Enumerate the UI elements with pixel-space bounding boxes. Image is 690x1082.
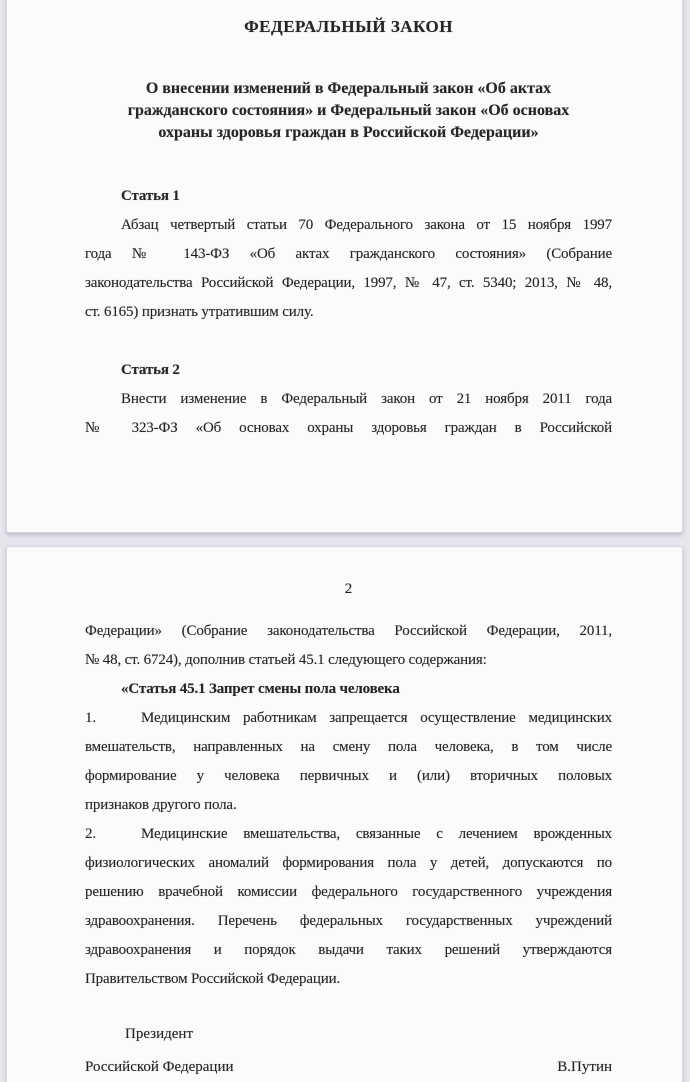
signature-row xyxy=(85,1053,612,1082)
text-line: ст. 6165) признать утратившим силу. xyxy=(85,304,314,320)
page-2 xyxy=(6,546,683,1082)
law-subtitle xyxy=(85,78,612,144)
signature-block xyxy=(85,1020,612,1082)
text-line: признаков другого пола. xyxy=(85,797,237,813)
page-1-content xyxy=(7,16,682,443)
text-line: законодательства Российской Федерации, 1997, № 47, ст. 5340; 2013, № 48, xyxy=(85,275,612,291)
text-line: Внести изменение в Федеральный закон от 21 ноября 2011 года xyxy=(121,391,612,407)
page-2-body xyxy=(85,617,612,994)
law-title: ФЕДЕРАЛЬНЫЙ ЗАКОН xyxy=(244,17,453,36)
page-1 xyxy=(6,0,683,533)
article-heading: «Статья 45.1 Запрет смены пола человека xyxy=(121,681,400,697)
article-heading: Статья 2 xyxy=(121,362,180,378)
text-line: здравоохранения. Перечень федеральных государственных учреждений xyxy=(85,913,612,929)
text-line: решению врачебной комиссии федерального государственного учреждения xyxy=(85,884,612,900)
text-line: здравоохранения и порядок выдачи таких решений утверждаются xyxy=(85,942,612,958)
text-line: Правительством Российской Федерации. xyxy=(85,971,341,987)
subtitle-line: гражданского состояния» и Федеральный закон «Об основах xyxy=(127,102,570,119)
paragraph-text: Медицинские вмешательства, связанные с лечением врожденных xyxy=(141,826,612,842)
text-line: Федерации» (Собрание законодательства Российской Федерации, 2011, xyxy=(85,623,612,639)
subtitle-line: охраны здоровья граждан в Российской Федерации» xyxy=(158,124,539,141)
paragraph-number: 2. xyxy=(85,826,96,842)
text-line: формирование у человека первичных и (или) вторичных половых xyxy=(85,768,612,784)
page-number: 2 xyxy=(344,581,353,597)
text-line: Абзац четвертый статьи 70 Федерального закона от 15 ноября 1997 xyxy=(121,217,612,233)
text-line: вмешательств, направленных на смену пола человека, в том числе xyxy=(85,739,612,755)
paragraph-text: Медицинским работникам запрещается осуществление медицинских xyxy=(141,710,612,726)
text-line: года № 143-ФЗ «Об актах гражданского состояния» (Собрание xyxy=(85,246,612,262)
signature-position-line1: Президент xyxy=(125,1026,193,1042)
text-line xyxy=(85,820,612,849)
page-1-body xyxy=(85,182,612,443)
text-line: № 323-ФЗ «Об основах охраны здоровья граждан в Российской xyxy=(85,420,612,436)
signature-position-line2: Российской Федерации xyxy=(85,1059,234,1075)
text-line xyxy=(85,704,612,733)
article-heading: Статья 1 xyxy=(121,188,180,204)
text-line: физиологических аномалий формирования пола у детей, допускаются по xyxy=(85,855,612,871)
page-2-content xyxy=(7,579,682,1082)
signature-name: В.Путин xyxy=(557,1059,612,1075)
text-line: № 48, ст. 6724), дополнив статьей 45.1 следующего содержания: xyxy=(85,652,487,668)
subtitle-line: О внесении изменений в Федеральный закон «Об актах xyxy=(145,80,552,97)
paragraph-number: 1. xyxy=(85,710,96,726)
